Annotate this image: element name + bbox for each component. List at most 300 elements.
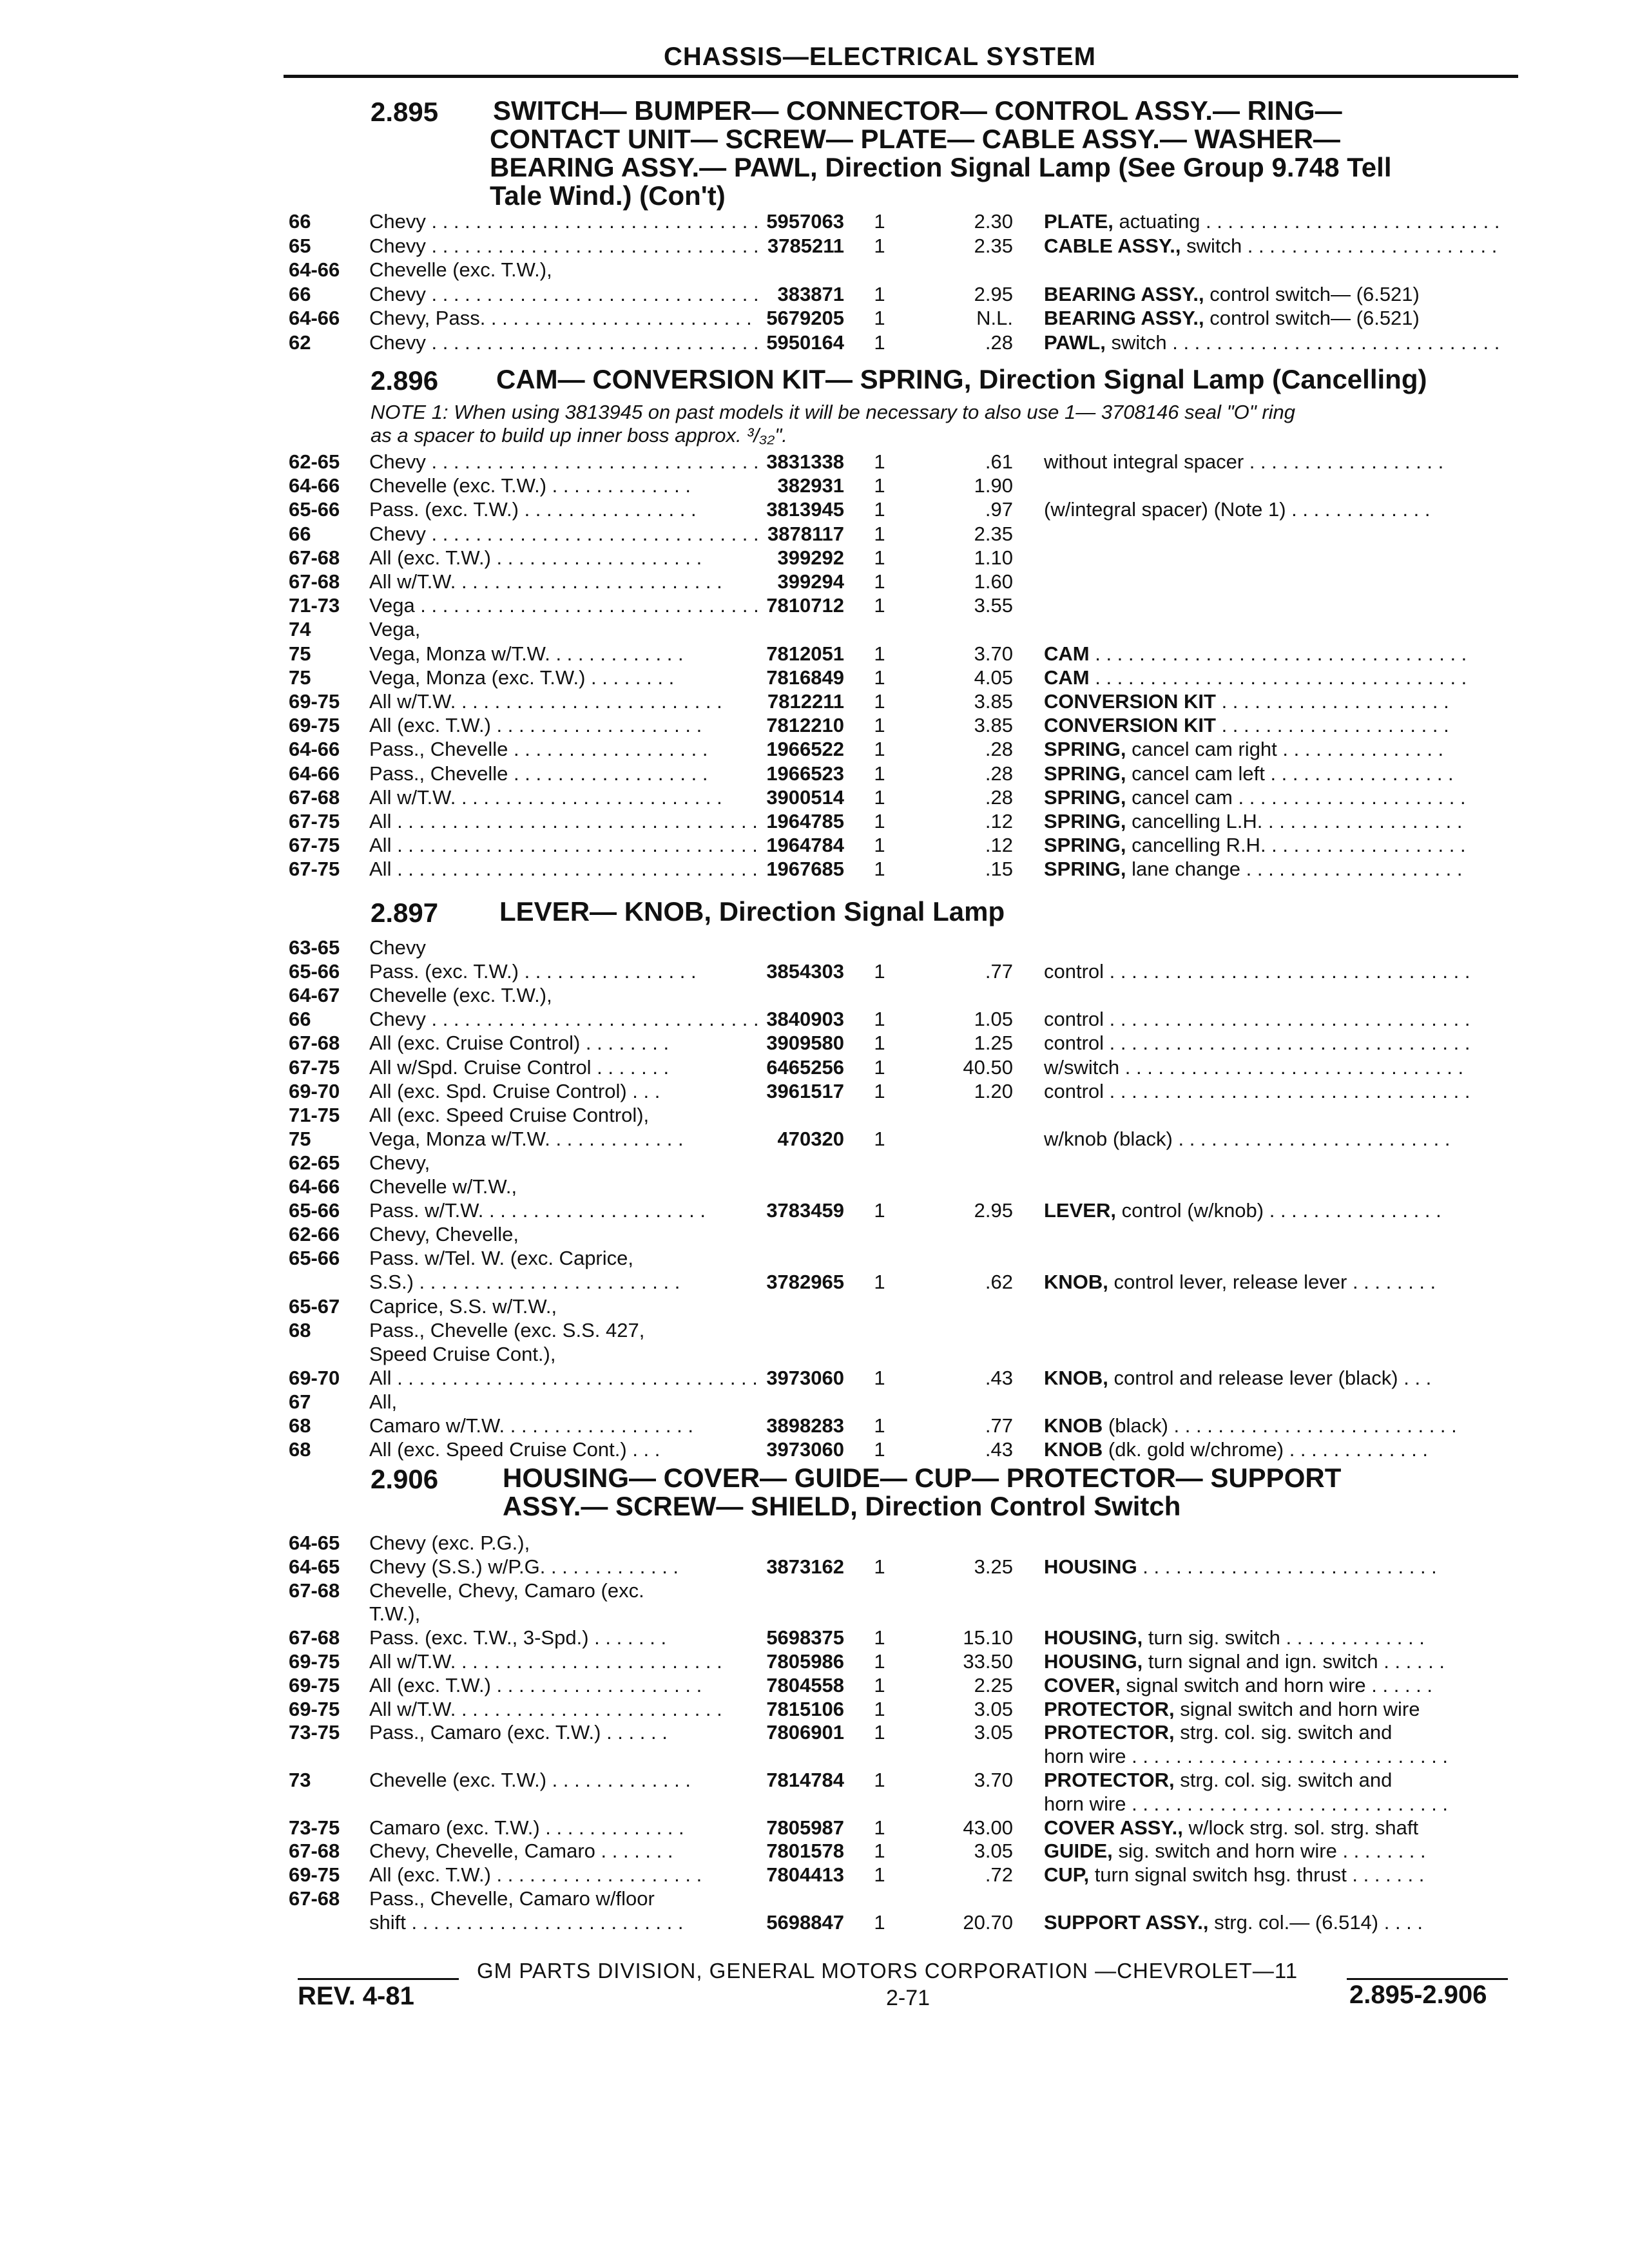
model-years: 75 — [289, 642, 311, 665]
parts-row — [0, 1007, 1629, 1032]
price: .15 — [985, 858, 1013, 881]
price: 1.60 — [974, 570, 1013, 593]
parts-row — [0, 1816, 1629, 1840]
part-description — [1044, 1839, 1508, 1863]
application: Chevelle (exc. T.W.) . . . . . . . . . . . . . — [369, 1769, 691, 1791]
parts-row — [0, 1579, 1629, 1603]
part-description — [1044, 1720, 1508, 1745]
parts-row — [0, 1555, 1629, 1579]
application: Pass. w/Tel. W. (exc. Caprice, — [369, 1247, 633, 1270]
part-description — [1044, 1768, 1508, 1792]
part-number: 5679205 — [766, 307, 844, 329]
part-name: PLATE, — [1044, 210, 1113, 233]
price: 1.20 — [974, 1079, 1013, 1102]
model-years: 67-68 — [289, 785, 340, 809]
part-description — [1044, 1007, 1508, 1032]
part-number: 7801578 — [766, 1840, 844, 1863]
price: 3.70 — [974, 1769, 1013, 1791]
quantity: 1 — [874, 1366, 885, 1389]
part-detail: (w/integral spacer) (Note 1) . . . . . . . . . . . . . — [1044, 498, 1431, 521]
model-years: 62 — [289, 331, 311, 354]
section-title-line: CAM— CONVERSION KIT— SPRING, Direction Signal Lamp (Cancelling) — [496, 364, 1427, 394]
part-number: 7812051 — [766, 642, 844, 665]
parts-row — [0, 1079, 1629, 1104]
part-description — [1044, 331, 1508, 355]
section-number: 2.895 — [371, 97, 439, 127]
model-years: 75 — [289, 1127, 311, 1150]
price: .28 — [985, 738, 1013, 761]
part-detail: control . . . . . . . . . . . . . . . . . . . . . . . . . . . . . . . . . — [1044, 960, 1470, 983]
price: .28 — [985, 785, 1013, 809]
section-note-line: as a spacer to build up inner boss approx. ³/₃₂". — [371, 424, 787, 447]
part-detail: cancel cam right . . . . . . . . . . . . . . . — [1126, 738, 1444, 761]
application: All (exc. T.W.) . . . . . . . . . . . . . . . . . . . — [369, 1863, 702, 1887]
model-years: 64-66 — [289, 1175, 340, 1198]
part-name: CAM — [1044, 642, 1090, 665]
model-years: 62-65 — [289, 1151, 340, 1174]
part-description — [1044, 1910, 1508, 1935]
part-description — [1044, 1626, 1508, 1650]
model-years: 64-65 — [289, 1532, 340, 1554]
model-years: 65 — [289, 234, 311, 257]
application: Camaro w/T.W. . . . . . . . . . . . . . . . . . — [369, 1414, 693, 1437]
part-name: KNOB — [1044, 1438, 1103, 1461]
parts-row — [0, 1531, 1629, 1555]
part-detail: strg. col. sig. switch and — [1174, 1721, 1393, 1744]
application: Chevy (exc. P.G.), — [369, 1532, 530, 1554]
parts-row — [0, 1127, 1629, 1151]
model-years: 66 — [289, 282, 311, 305]
part-number: 3831338 — [766, 450, 844, 473]
part-name: KNOB, — [1044, 1366, 1108, 1389]
part-description — [1044, 234, 1508, 258]
parts-row — [0, 1792, 1629, 1816]
application: All w/T.W. . . . . . . . . . . . . . . . . . . . . . . . . — [369, 1650, 722, 1673]
parts-row — [0, 642, 1629, 666]
quantity: 1 — [874, 1271, 885, 1294]
price: .72 — [985, 1863, 1013, 1887]
part-name: CONVERSION KIT — [1044, 714, 1216, 737]
part-number: 3782965 — [766, 1271, 844, 1294]
part-detail: . . . . . . . . . . . . . . . . . . . . . — [1215, 690, 1449, 713]
quantity: 1 — [874, 810, 885, 832]
price: .43 — [985, 1366, 1013, 1389]
model-years: 65-66 — [289, 960, 340, 983]
part-name: CUP, — [1044, 1863, 1090, 1887]
section-title-line: CONTACT UNIT— SCREW— PLATE— CABLE ASSY.— WASHER— — [490, 124, 1340, 154]
part-number: 7805987 — [766, 1816, 844, 1839]
application: Chevy — [369, 936, 426, 959]
quantity: 1 — [874, 1055, 885, 1079]
part-description — [1044, 1055, 1508, 1080]
part-name: COVER ASSY., — [1044, 1816, 1183, 1839]
part-description — [1044, 959, 1508, 984]
part-description — [1044, 785, 1508, 810]
part-description — [1044, 1555, 1508, 1579]
model-years: 67 — [289, 1390, 311, 1413]
parts-row — [0, 1697, 1629, 1722]
parts-row — [0, 617, 1629, 642]
part-detail: cancel cam left . . . . . . . . . . . . . . . . . — [1126, 762, 1454, 785]
part-detail: cancelling R.H. . . . . . . . . . . . . . . . . . . — [1126, 834, 1466, 857]
price: 3.55 — [974, 594, 1013, 617]
part-number: 3900514 — [766, 785, 844, 809]
parts-row — [0, 1270, 1629, 1294]
part-description — [1044, 1863, 1508, 1887]
part-detail: w/knob (black) . . . . . . . . . . . . . . . . . . . . . . . . . — [1044, 1127, 1451, 1150]
application: Speed Cruise Cont.), — [369, 1342, 556, 1365]
model-years: 66 — [289, 1008, 311, 1031]
model-years: 73-75 — [289, 1816, 340, 1839]
application: Pass., Chevelle (exc. S.S. 427, — [369, 1318, 645, 1341]
parts-row — [0, 1342, 1629, 1367]
parts-row — [0, 1055, 1629, 1080]
footer-publisher: GM PARTS DIVISION, GENERAL MOTORS CORPORATION —CHEVROLET—11 — [477, 1959, 1298, 1983]
application: Chevy (S.S.) w/P.G. . . . . . . . . . . . . — [369, 1555, 679, 1578]
part-description — [1044, 713, 1508, 738]
part-detail: . . . . . . . . . . . . . . . . . . . . . — [1215, 714, 1449, 737]
part-detail: strg. col. sig. switch and — [1174, 1769, 1393, 1791]
part-detail: signal switch and horn wire . . . . . . — [1120, 1673, 1433, 1696]
model-years: 69-75 — [289, 1697, 340, 1720]
parts-row — [0, 474, 1629, 498]
application: Pass. (exc. T.W.) . . . . . . . . . . . . . . . . — [369, 960, 697, 983]
application: Chevelle w/T.W., — [369, 1175, 517, 1198]
parts-row — [0, 282, 1629, 307]
parts-row — [0, 785, 1629, 810]
model-years: 68 — [289, 1414, 311, 1437]
parts-row — [0, 936, 1629, 960]
price: 3.05 — [974, 1721, 1013, 1744]
part-detail: turn sig. switch . . . . . . . . . . . . . — [1142, 1626, 1425, 1649]
part-description — [1044, 1270, 1508, 1294]
application: All (exc. Speed Cruise Control), — [369, 1103, 650, 1126]
model-years: 69-75 — [289, 714, 340, 737]
quantity: 1 — [874, 234, 885, 257]
price: .61 — [985, 450, 1013, 473]
model-years: 69-75 — [289, 1650, 340, 1673]
header-rule — [284, 75, 1518, 78]
parts-row — [0, 713, 1629, 738]
part-name: KNOB — [1044, 1414, 1103, 1437]
part-detail: switch . . . . . . . . . . . . . . . . . . . . . . . . . . . . . . — [1105, 331, 1500, 354]
application: Pass., Chevelle . . . . . . . . . . . . . . . . . . — [369, 738, 708, 761]
part-number: 3813945 — [766, 498, 844, 521]
model-years: 64-66 — [289, 258, 340, 281]
part-number: 399294 — [777, 570, 844, 593]
part-description — [1044, 1127, 1508, 1151]
parts-row — [0, 1863, 1629, 1887]
part-number: 383871 — [777, 282, 844, 305]
parts-row — [0, 593, 1629, 618]
part-name: BEARING ASSY., — [1044, 282, 1204, 305]
model-years: 68 — [289, 1318, 311, 1341]
parts-row — [0, 522, 1629, 546]
quantity: 1 — [874, 834, 885, 857]
part-detail: (dk. gold w/chrome) . . . . . . . . . . . . . — [1103, 1438, 1429, 1461]
quantity: 1 — [874, 1840, 885, 1863]
parts-row — [0, 983, 1629, 1008]
application: Chevy . . . . . . . . . . . . . . . . . . . . . . . . . . . . . . — [369, 210, 759, 233]
section-title-line: Tale Wind.) (Con't) — [490, 180, 726, 211]
part-name: CAM — [1044, 666, 1090, 689]
model-years: 71-75 — [289, 1103, 340, 1126]
part-number: 5698847 — [766, 1910, 844, 1934]
part-name: SPRING, — [1044, 810, 1126, 832]
quantity: 1 — [874, 1910, 885, 1934]
application: Chevelle (exc. T.W.), — [369, 258, 552, 281]
part-name: HOUSING, — [1044, 1626, 1143, 1649]
section-title-line: ASSY.— SCREW— SHIELD, Direction Control Switch — [503, 1491, 1181, 1521]
quantity: 1 — [874, 594, 885, 617]
application: All . . . . . . . . . . . . . . . . . . . . . . . . . . . . . . . . . — [369, 858, 758, 881]
application: Chevelle, Chevy, Camaro (exc. — [369, 1579, 644, 1602]
part-detail: control lever, release lever . . . . . . . . — [1108, 1271, 1436, 1294]
quantity: 1 — [874, 762, 885, 785]
section-title — [496, 365, 1427, 394]
part-description — [1044, 833, 1508, 858]
parts-row — [0, 1294, 1629, 1319]
model-years: 69-75 — [289, 690, 340, 713]
parts-row — [0, 497, 1629, 522]
parts-row — [0, 1414, 1629, 1438]
quantity: 1 — [874, 642, 885, 665]
part-number: 1964784 — [766, 834, 844, 857]
part-description — [1044, 1697, 1508, 1722]
quantity: 1 — [874, 690, 885, 713]
part-number: 3854303 — [766, 960, 844, 983]
part-name: KNOB, — [1044, 1271, 1108, 1294]
model-years: 67-68 — [289, 1840, 340, 1863]
footer-rule-left — [298, 1978, 459, 1980]
section-title-line: LEVER— KNOB, Direction Signal Lamp — [499, 896, 1005, 927]
quantity: 1 — [874, 738, 885, 761]
part-description — [1044, 1673, 1508, 1698]
footer-revision: REV. 4-81 — [298, 1982, 414, 2010]
part-description — [1044, 666, 1508, 690]
part-description — [1044, 737, 1508, 762]
quantity: 1 — [874, 1414, 885, 1437]
model-years: 64-66 — [289, 307, 340, 329]
application: Chevy . . . . . . . . . . . . . . . . . . . . . . . . . . . . . . — [369, 522, 759, 545]
model-years: 67-75 — [289, 1055, 340, 1079]
parts-row — [0, 1649, 1629, 1674]
footer-group-range: 2.895-2.906 — [1349, 1981, 1487, 2009]
parts-row — [0, 1390, 1629, 1414]
parts-row — [0, 833, 1629, 858]
parts-row — [0, 1910, 1629, 1935]
quantity: 1 — [874, 570, 885, 593]
part-name: LEVER, — [1044, 1199, 1116, 1222]
part-number: 3973060 — [766, 1366, 844, 1389]
application: Chevy . . . . . . . . . . . . . . . . . . . . . . . . . . . . . . — [369, 282, 759, 305]
application: S.S.) . . . . . . . . . . . . . . . . . . . . . . . . — [369, 1271, 680, 1294]
part-name: PROTECTOR, — [1044, 1721, 1175, 1744]
part-number: 7816849 — [766, 666, 844, 689]
price: 2.95 — [974, 1199, 1013, 1222]
quantity: 1 — [874, 960, 885, 983]
application: All w/T.W. . . . . . . . . . . . . . . . . . . . . . . . . — [369, 1697, 722, 1720]
quantity: 1 — [874, 1721, 885, 1744]
part-number: 3878117 — [767, 522, 844, 545]
quantity: 1 — [874, 450, 885, 473]
application: Chevelle (exc. T.W.) . . . . . . . . . . . . . — [369, 474, 691, 497]
application: All w/Spd. Cruise Control . . . . . . . — [369, 1055, 670, 1079]
model-years: 65-66 — [289, 498, 340, 521]
quantity: 1 — [874, 498, 885, 521]
part-number: 470320 — [777, 1127, 844, 1150]
quantity: 1 — [874, 474, 885, 497]
price: 3.70 — [974, 642, 1013, 665]
part-description — [1044, 1414, 1508, 1438]
part-name: PROTECTOR, — [1044, 1697, 1175, 1720]
application: All . . . . . . . . . . . . . . . . . . . . . . . . . . . . . . . . . — [369, 1366, 758, 1389]
model-years: 63-65 — [289, 936, 340, 959]
part-detail: control . . . . . . . . . . . . . . . . . . . . . . . . . . . . . . . . . — [1044, 1032, 1470, 1055]
part-detail: without integral spacer . . . . . . . . . . . . . . . . . . — [1044, 450, 1444, 473]
parts-row — [0, 331, 1629, 355]
model-years: 66 — [289, 522, 311, 545]
quantity: 1 — [874, 1697, 885, 1720]
model-years: 67-68 — [289, 546, 340, 569]
part-detail: horn wire . . . . . . . . . . . . . . . . . . . . . . . . . . . . . — [1044, 1792, 1449, 1815]
price: 3.05 — [974, 1697, 1013, 1720]
part-description — [1044, 1031, 1508, 1055]
model-years: 67-68 — [289, 1032, 340, 1055]
parts-row — [0, 1720, 1629, 1745]
part-description — [1044, 1198, 1508, 1223]
model-years: 65-67 — [289, 1294, 340, 1318]
section-title — [499, 898, 1005, 926]
quantity: 1 — [874, 1008, 885, 1031]
model-years: 62-65 — [289, 450, 340, 473]
price: .77 — [985, 960, 1013, 983]
price: 1.10 — [974, 546, 1013, 569]
price: .62 — [985, 1271, 1013, 1294]
part-detail: control and release lever (black) . . . — [1108, 1366, 1432, 1389]
part-number: 7805986 — [766, 1650, 844, 1673]
quantity: 1 — [874, 1079, 885, 1102]
parts-row — [0, 570, 1629, 594]
price: N.L. — [976, 307, 1013, 329]
model-years: 71-73 — [289, 594, 340, 617]
part-detail: sig. switch and horn wire . . . . . . . . — [1112, 1840, 1426, 1863]
application: Chevelle (exc. T.W.), — [369, 984, 552, 1007]
part-name: CABLE ASSY., — [1044, 234, 1181, 257]
price: 3.85 — [974, 714, 1013, 737]
part-number: 3840903 — [766, 1008, 844, 1031]
part-description — [1044, 306, 1508, 331]
price: 33.50 — [963, 1650, 1013, 1673]
parts-row — [0, 234, 1629, 258]
part-number: 7804413 — [766, 1863, 844, 1887]
part-number: 7815106 — [766, 1697, 844, 1720]
parts-row — [0, 809, 1629, 834]
application: Chevy, — [369, 1151, 430, 1174]
parts-row — [0, 1839, 1629, 1863]
application: Caprice, S.S. w/T.W., — [369, 1294, 557, 1318]
part-detail: turn signal and ign. switch . . . . . . — [1142, 1650, 1445, 1673]
price: .28 — [985, 331, 1013, 354]
quantity: 1 — [874, 546, 885, 569]
part-detail: horn wire . . . . . . . . . . . . . . . . . . . . . . . . . . . . . — [1044, 1745, 1449, 1768]
application: Pass., Chevelle, Camaro w/floor — [369, 1887, 655, 1910]
quantity: 1 — [874, 282, 885, 305]
section-title-line: BEARING ASSY.— PAWL, Direction Signal Lamp (See Group 9.748 Tell — [490, 152, 1392, 182]
model-years: 64-66 — [289, 762, 340, 785]
part-number: 3909580 — [766, 1032, 844, 1055]
part-description — [1044, 857, 1508, 881]
part-detail: . . . . . . . . . . . . . . . . . . . . . . . . . . . — [1137, 1555, 1437, 1578]
section-note-line: NOTE 1: When using 3813945 on past models it will be necessary to also use 1— 3708146 seal "O" ring — [371, 401, 1296, 423]
model-years: 64-66 — [289, 738, 340, 761]
part-detail: control . . . . . . . . . . . . . . . . . . . . . . . . . . . . . . . . . — [1044, 1079, 1470, 1102]
price: 2.95 — [974, 282, 1013, 305]
part-description — [1044, 1437, 1508, 1462]
model-years: 69-75 — [289, 1863, 340, 1887]
parts-row — [0, 1887, 1629, 1911]
parts-row — [0, 666, 1629, 690]
part-detail: w/lock strg. sol. strg. shaft — [1182, 1816, 1419, 1839]
part-number: 5698375 — [766, 1626, 844, 1649]
part-detail: turn signal switch hsg. thrust . . . . . . . — [1089, 1863, 1425, 1887]
part-number: 5957063 — [766, 210, 844, 233]
application: Pass. w/T.W. . . . . . . . . . . . . . . . . . . . . — [369, 1199, 706, 1222]
price: 1.25 — [974, 1032, 1013, 1055]
part-number: 7810712 — [766, 594, 844, 617]
quantity: 1 — [874, 1816, 885, 1839]
quantity: 1 — [874, 1199, 885, 1222]
application: Chevy, Chevelle, — [369, 1223, 519, 1246]
part-description — [1044, 1649, 1508, 1674]
part-description — [1044, 642, 1508, 666]
application: Chevy . . . . . . . . . . . . . . . . . . . . . . . . . . . . . . — [369, 234, 759, 257]
price: 3.25 — [974, 1555, 1013, 1578]
part-number: 3873162 — [766, 1555, 844, 1578]
parts-row — [0, 209, 1629, 234]
application: All (exc. Speed Cruise Cont.) . . . — [369, 1438, 660, 1461]
part-number: 7806901 — [766, 1721, 844, 1744]
part-name: BEARING ASSY., — [1044, 307, 1204, 329]
part-number: 1966522 — [766, 738, 844, 761]
application: Pass., Chevelle . . . . . . . . . . . . . . . . . . — [369, 762, 708, 785]
model-years: 69-75 — [289, 1673, 340, 1696]
application: All (exc. T.W.) . . . . . . . . . . . . . . . . . . . — [369, 714, 702, 737]
model-years: 62-66 — [289, 1223, 340, 1246]
part-detail: lane change . . . . . . . . . . . . . . . . . . . . — [1126, 858, 1463, 881]
parts-row — [0, 1318, 1629, 1343]
price: 1.05 — [974, 1008, 1013, 1031]
section-note — [371, 401, 1295, 447]
parts-row — [0, 1175, 1629, 1199]
parts-row — [0, 1626, 1629, 1650]
price: .12 — [985, 834, 1013, 857]
model-years: 65-66 — [289, 1247, 340, 1270]
quantity: 1 — [874, 522, 885, 545]
application: Vega, Monza w/T.W. . . . . . . . . . . . . — [369, 1127, 684, 1150]
footer-rule-right — [1347, 1978, 1508, 1980]
application: Pass. (exc. T.W.) . . . . . . . . . . . . . . . . — [369, 498, 697, 521]
application: Camaro (exc. T.W.) . . . . . . . . . . . . . — [369, 1816, 684, 1839]
part-number: 1966523 — [766, 762, 844, 785]
parts-row — [0, 1602, 1629, 1626]
part-number: 7812210 — [766, 714, 844, 737]
quantity: 1 — [874, 666, 885, 689]
application: Chevy . . . . . . . . . . . . . . . . . . . . . . . . . . . . . . — [369, 331, 759, 354]
model-years: 67-75 — [289, 810, 340, 832]
price: .12 — [985, 810, 1013, 832]
application: All (exc. Cruise Control) . . . . . . . . — [369, 1032, 670, 1055]
